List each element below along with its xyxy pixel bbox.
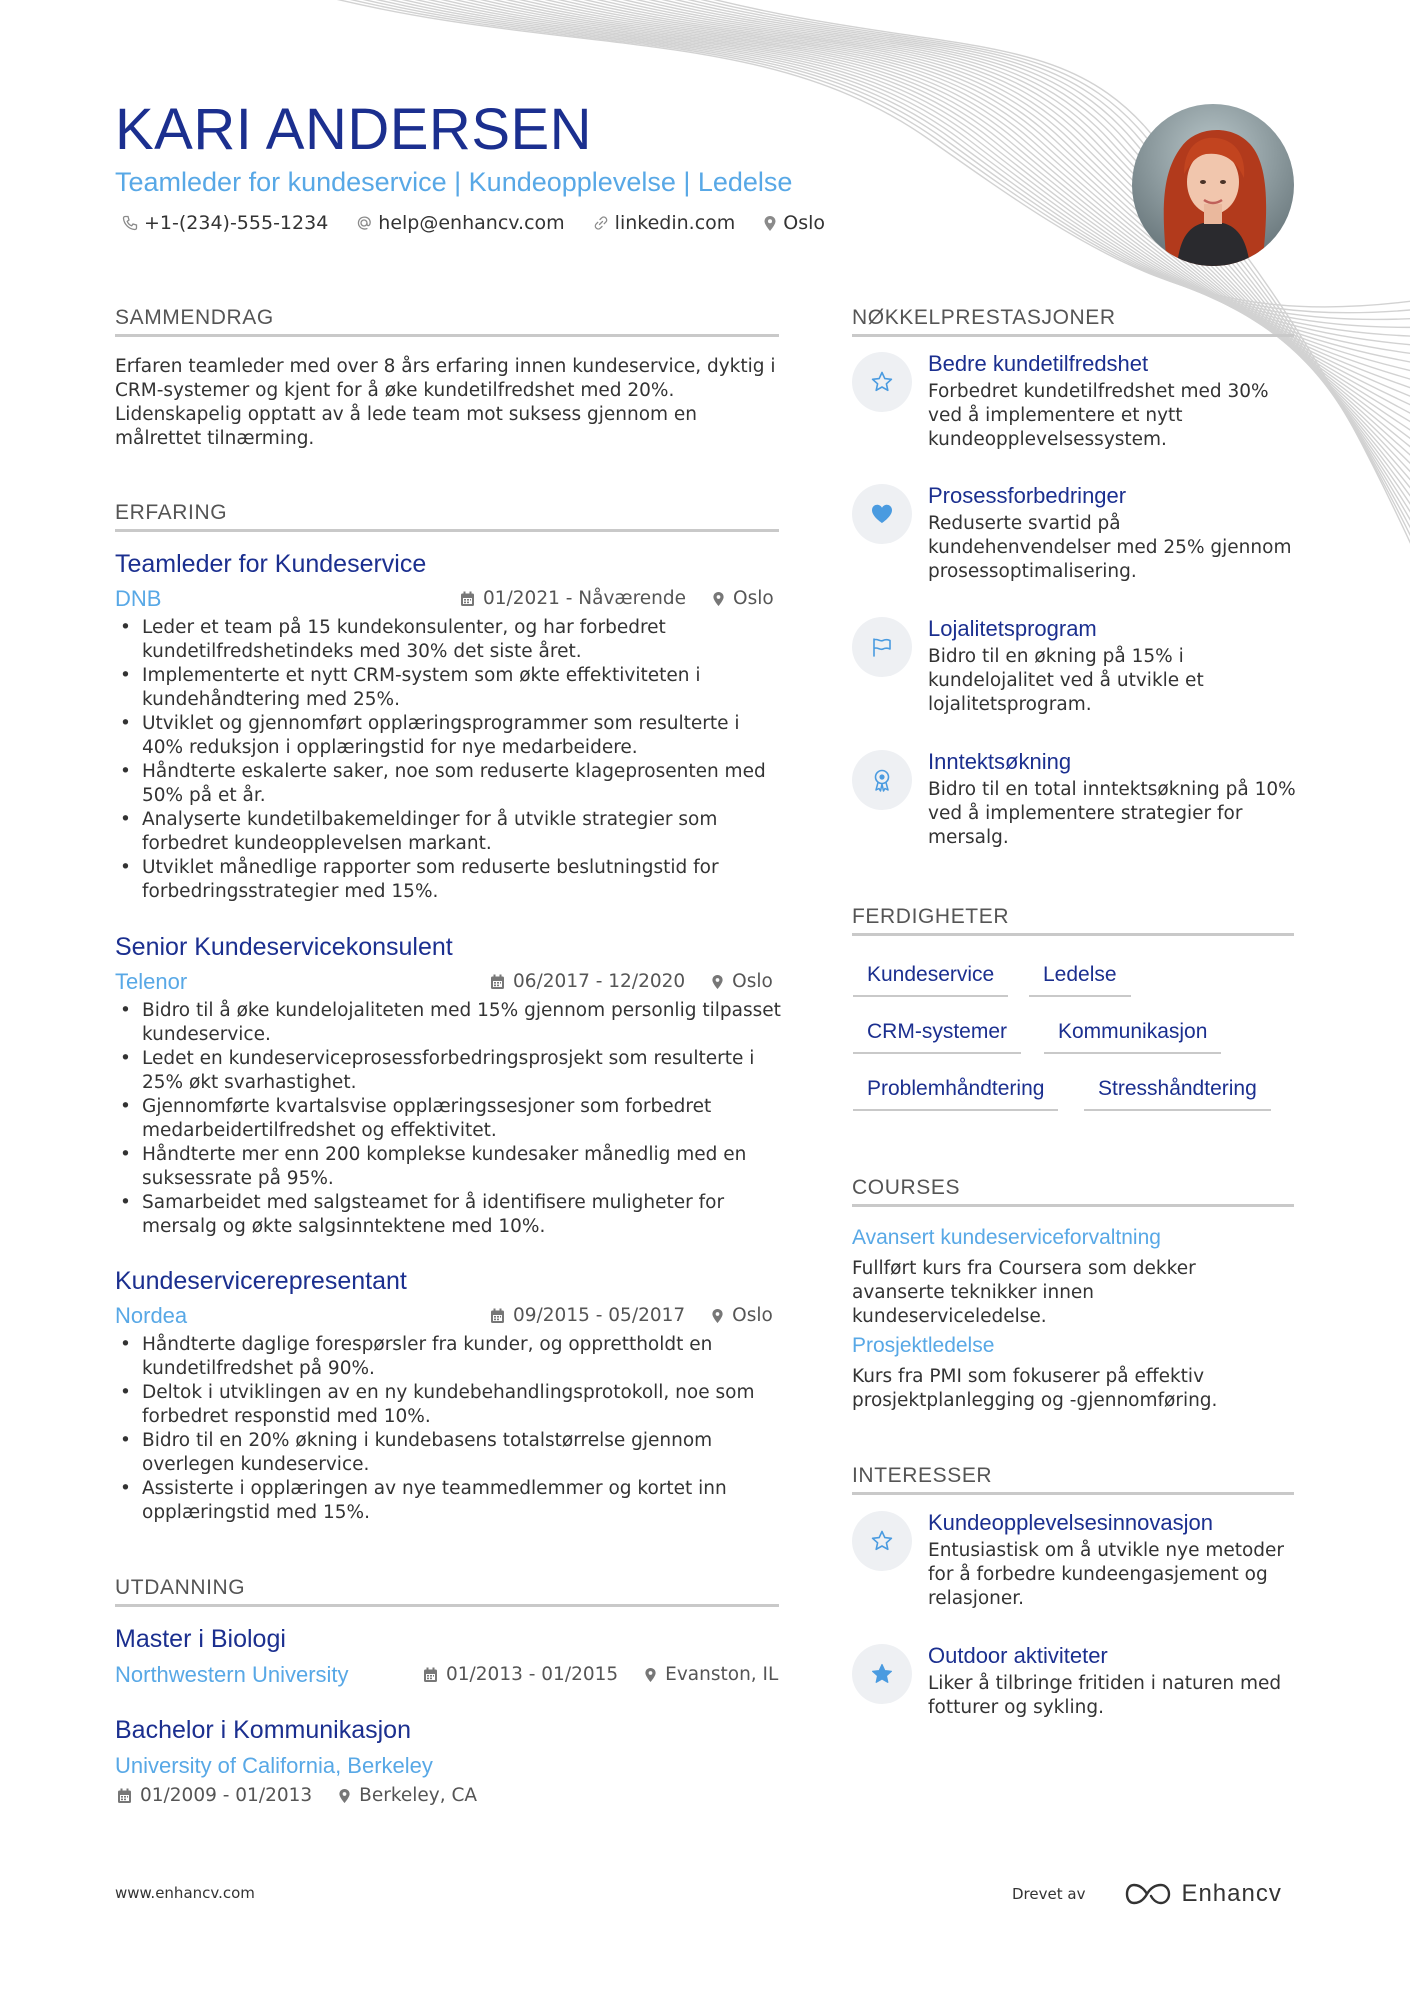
education-degree: Bachelor i Kommunikasjon xyxy=(115,1716,411,1744)
location-pin-icon xyxy=(338,1788,351,1804)
course-title: Avansert kundeserviceforvaltning xyxy=(852,1226,1161,1249)
phone-icon xyxy=(122,215,138,231)
heart-icon xyxy=(852,484,912,544)
location-pin-icon xyxy=(711,1308,724,1324)
skill-tag: Ledelse xyxy=(1029,961,1131,997)
list-item: • Implementerte et nytt CRM-system som økte effektiviteten i kundehåndtering med 25%. xyxy=(115,664,785,712)
education-degree: Master i Biologi xyxy=(115,1625,286,1653)
footer-branding xyxy=(1012,1880,1282,1908)
star-outline-icon xyxy=(852,1511,912,1571)
contact-bar xyxy=(122,212,853,234)
powered-by-text: Drevet av xyxy=(1012,1885,1086,1903)
achievement-desc: Reduserte svartid på kundehenvendelser med 25% gjennom prosessoptimalisering. xyxy=(928,513,1292,582)
job-location: Oslo xyxy=(732,971,773,992)
achievement-title: Bedre kundetilfredshet xyxy=(928,351,1149,376)
job-title: Senior Kundeservicekonsulent xyxy=(115,933,453,961)
wave-line xyxy=(638,0,1410,537)
achievement-title: Prosessforbedringer xyxy=(928,483,1127,508)
course-desc: Fullført kurs fra Coursera som dekker avanserte teknikker innen kundeserviceledelse. xyxy=(852,1258,1196,1327)
job-location: Oslo xyxy=(733,588,774,609)
job-location: Oslo xyxy=(732,1305,773,1326)
education-school: Northwestern University xyxy=(115,1662,349,1687)
list-item: • Gjennomførte kvartalsvise opplæringssesjoner som forbedret medarbeidertilfredshet og effektivitet. xyxy=(115,1095,785,1143)
list-item: • Håndterte mer enn 200 komplekse kundesaker månedlig med en suksessrate på 95%. xyxy=(115,1143,785,1191)
contact-phone[interactable] xyxy=(122,212,328,234)
education-location: Berkeley, CA xyxy=(359,1785,478,1806)
education-meta xyxy=(423,1663,778,1687)
job-bullets xyxy=(115,616,785,904)
list-item: • Leder et team på 15 kundekonsulenter, og har forbedret kundetilfredshetindeks med 30% det siste året. xyxy=(115,616,785,664)
job-company: Nordea xyxy=(115,1303,188,1328)
award-icon xyxy=(852,750,912,810)
enhancv-logo[interactable] xyxy=(1125,1880,1281,1908)
job-dates: 09/2015 - 05/2017 xyxy=(513,1305,686,1326)
skill-tag: CRM-systemer xyxy=(853,1018,1021,1054)
linkedin-text: linkedin.com xyxy=(614,212,736,234)
course-title: Prosjektledelse xyxy=(852,1334,995,1357)
list-item: • Assisterte i opplæringen av nye teammedlemmer og kortet inn opplæringstid med 15%. xyxy=(115,1477,785,1525)
contact-email[interactable] xyxy=(356,212,564,234)
interest-title: Kundeopplevelsesinnovasjon xyxy=(928,1510,1213,1535)
job-meta xyxy=(490,1304,773,1328)
job-dates: 01/2021 - Nåværende xyxy=(483,588,687,609)
job-meta xyxy=(460,587,774,611)
section-title-achievements: NØKKELPRESTASJONER xyxy=(852,306,1294,337)
job-bullets xyxy=(115,1333,785,1525)
list-item: • Håndterte eskalerte saker, noe som reduserte klageprosenten med 50% på et år. xyxy=(115,760,785,808)
job-company: DNB xyxy=(115,586,162,611)
candidate-headline: Teamleder for kundeservice | Kundeopplevelse | Ledelse xyxy=(115,167,793,197)
flag-icon xyxy=(852,617,912,677)
section-title-skills: FERDIGHETER xyxy=(852,905,1294,936)
course-desc: Kurs fra PMI som fokuserer på effektiv prosjektplanlegging og -gjennomføring. xyxy=(852,1366,1218,1411)
candidate-name: KARI ANDERSEN xyxy=(115,97,593,162)
skill-tag: Kundeservice xyxy=(853,961,1008,997)
interest-desc: Liker å tilbringe fritiden i naturen med fotturer og sykling. xyxy=(928,1673,1282,1718)
skill-tag: Problemhåndtering xyxy=(853,1075,1058,1111)
list-item: • Deltok i utviklingen av en ny kundebehandlingsprotokoll, noe som forbedret responstid med 10%. xyxy=(115,1381,785,1429)
star-filled-icon xyxy=(852,1644,912,1704)
list-item: • Ledet en kundeserviceprosessforbedringsprosjekt som resulterte i 25% økt svarhastighet. xyxy=(115,1047,785,1095)
section-title-summary: SAMMENDRAG xyxy=(115,306,779,337)
link-icon xyxy=(593,215,609,231)
wave-line xyxy=(651,0,1410,546)
contact-linkedin[interactable] xyxy=(593,212,736,234)
list-item: • Utviklet og gjennomført opplæringsprogrammer som resulterte i 40% reduksjon i opplæringstid for nye medarbeidere. xyxy=(115,712,785,760)
calendar-icon xyxy=(490,974,505,990)
brand-name: Enhancv xyxy=(1181,1880,1282,1907)
section-title-interests: INTERESSER xyxy=(852,1464,1294,1495)
phone-text: +1-(234)-555-1234 xyxy=(144,212,329,234)
list-item: • Utviklet månedlige rapporter som reduserte beslutningstid for forbedringsstrategier med 15%. xyxy=(115,856,785,904)
job-dates: 06/2017 - 12/2020 xyxy=(513,971,686,992)
section-title-courses: COURSES xyxy=(852,1176,1294,1207)
contact-location xyxy=(763,212,825,234)
email-text: help@enhancv.com xyxy=(378,212,565,234)
location-pin-icon xyxy=(711,974,724,990)
calendar-icon xyxy=(117,1788,132,1804)
skill-tag: Kommunikasjon xyxy=(1044,1018,1221,1054)
location-pin-icon xyxy=(712,591,725,607)
job-meta xyxy=(490,970,773,994)
location-pin-icon xyxy=(644,1667,657,1683)
achievement-title: Inntektsøkning xyxy=(928,749,1072,774)
at-icon xyxy=(356,215,372,231)
education-school: University of California, Berkeley xyxy=(115,1753,433,1778)
education-dates: 01/2013 - 01/2015 xyxy=(446,1664,619,1685)
section-title-education: UTDANNING xyxy=(115,1576,779,1607)
list-item: • Bidro til en 20% økning i kundebasens totalstørrelse gjennom overlegen kundeservice. xyxy=(115,1429,785,1477)
summary-text: Erfaren teamleder med over 8 års erfaring innen kundeservice, dyktig i CRM-systemer og kjent for å øke kundetilfredshet med 20%. Lidenskapelig opptatt av å lede team mot suksess gjennom en målrettet tilnærming. xyxy=(115,356,776,449)
profile-photo xyxy=(1132,104,1294,266)
interest-title: Outdoor aktiviteter xyxy=(928,1643,1108,1668)
star-outline-icon xyxy=(852,352,912,412)
job-bullets xyxy=(115,999,785,1239)
decorative-wave-background xyxy=(0,0,1410,560)
achievement-desc: Bidro til en total inntektsøkning på 10% ved å implementere strategier for mersalg. xyxy=(928,779,1296,848)
enhancv-logo-icon xyxy=(1125,1882,1171,1906)
section-title-experience: ERFARING xyxy=(115,501,779,532)
location-pin-icon xyxy=(763,215,777,232)
list-item: • Analyserte kundetilbakemeldinger for å utvikle strategier som forbedret kundeopplevelsen markant. xyxy=(115,808,785,856)
achievement-desc: Bidro til en økning på 15% i kundelojalitet ved å utvikle et lojalitetsprogram. xyxy=(928,646,1204,715)
calendar-icon xyxy=(423,1667,438,1683)
education-location: Evanston, IL xyxy=(665,1664,779,1685)
calendar-icon xyxy=(460,591,475,607)
wave-line xyxy=(664,0,1410,555)
achievement-title: Lojalitetsprogram xyxy=(928,616,1097,641)
location-text: Oslo xyxy=(783,212,826,234)
job-title: Kundeservicerepresentant xyxy=(115,1267,407,1295)
calendar-icon xyxy=(490,1308,505,1324)
interest-desc: Entusiastisk om å utvikle nye metoder for å forbedre kundeengasjement og relasjoner. xyxy=(928,1540,1285,1609)
list-item: • Håndterte daglige forespørsler fra kunder, og opprettholdt en kundetilfredshet på 90%. xyxy=(115,1333,785,1381)
skill-tag: Stresshåndtering xyxy=(1084,1075,1271,1111)
education-dates: 01/2009 - 01/2013 xyxy=(140,1785,313,1806)
education-meta xyxy=(117,1784,477,1808)
achievement-desc: Forbedret kundetilfredshet med 30% ved å implementere et nytt kundeopplevelsessystem. xyxy=(928,381,1269,450)
list-item: • Bidro til å øke kundelojaliteten med 15% gjennom personlig tilpasset kundeservice. xyxy=(115,999,785,1047)
footer-website[interactable]: www.enhancv.com xyxy=(115,1884,255,1902)
job-company: Telenor xyxy=(115,969,188,994)
wave-line xyxy=(677,0,1410,560)
list-item: • Samarbeidet med salgsteamet for å identifisere muligheter for mersalg og økte salgsinntektene med 10%. xyxy=(115,1191,785,1239)
job-title: Teamleder for Kundeservice xyxy=(115,550,427,578)
